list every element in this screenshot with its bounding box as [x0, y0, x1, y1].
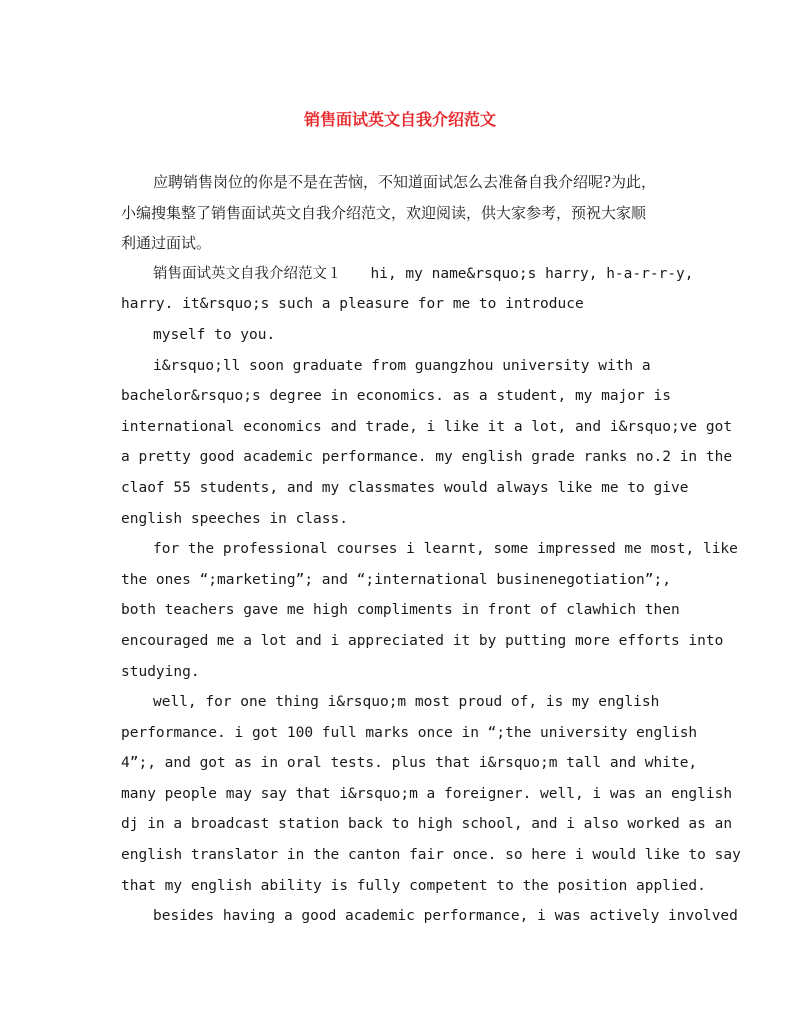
- text-line: performance. i got 100 full marks once in “;the university english: [121, 724, 698, 741]
- text-line: 4”;, and got as in oral tests. plus that i&rsquo;m tall and white,: [121, 755, 698, 772]
- text-line: claof 55 students, and my classmates would always like me to give: [121, 479, 689, 496]
- text-line: that my english ability is fully competent to the position applied.: [121, 877, 706, 894]
- text-line: bachelor&rsquo;s degree in economics. as a student, my major is: [121, 388, 671, 405]
- text-line: myself to you.: [153, 326, 276, 343]
- text-line: for the professional courses i learnt, some impressed me most, like: [153, 541, 738, 558]
- text-line: studying.: [121, 663, 200, 680]
- text-line: both teachers gave me high compliments in front of clawhich then: [121, 602, 680, 619]
- text-line: 小编搜集整了销售面试英文自我介绍范文，欢迎阅读，供大家参考，预祝大家顺: [121, 203, 647, 222]
- text-line: dj in a broadcast station back to high school, and i also worked as an: [121, 816, 733, 833]
- text-line: international economics and trade, i like it a lot, and i&rsquo;ve got: [121, 418, 733, 435]
- text-line: 应聘销售岗位的你是不是在苦恼，不知道面试怎么去准备自我介绍呢?为此，: [153, 173, 657, 191]
- text-line: besides having a good academic performance, i was actively involved: [153, 908, 738, 925]
- text-line: encouraged me a lot and i appreciated it by putting more efforts into: [121, 632, 724, 649]
- text-line: many people may say that i&rsquo;m a foreigner. well, i was an english: [121, 785, 733, 802]
- text-line: well, for one thing i&rsquo;m most proud of, is my english: [153, 694, 660, 711]
- text-line: i&rsquo;ll soon graduate from guangzhou university with a: [153, 357, 651, 374]
- document-title: 销售面试英文自我介绍范文: [303, 110, 496, 129]
- text-line: 利通过面试。: [121, 234, 212, 253]
- text-line: a pretty good academic performance. my english grade ranks no.2 in the: [121, 449, 733, 466]
- text-line: english translator in the canton fair once. so here i would like to say: [121, 847, 741, 864]
- text-line: harry. it&rsquo;s such a pleasure for me to introduce: [121, 296, 584, 313]
- document-body: [121, 167, 741, 932]
- text-line: 销售面试英文自我介绍范文１ hi, my name&rsquo;s harry, h-a-r-r-y,: [153, 265, 694, 282]
- text-line: the ones “;marketing”; and “;international businenegotiation”;,: [121, 571, 671, 588]
- text-line: english speeches in class.: [121, 510, 348, 527]
